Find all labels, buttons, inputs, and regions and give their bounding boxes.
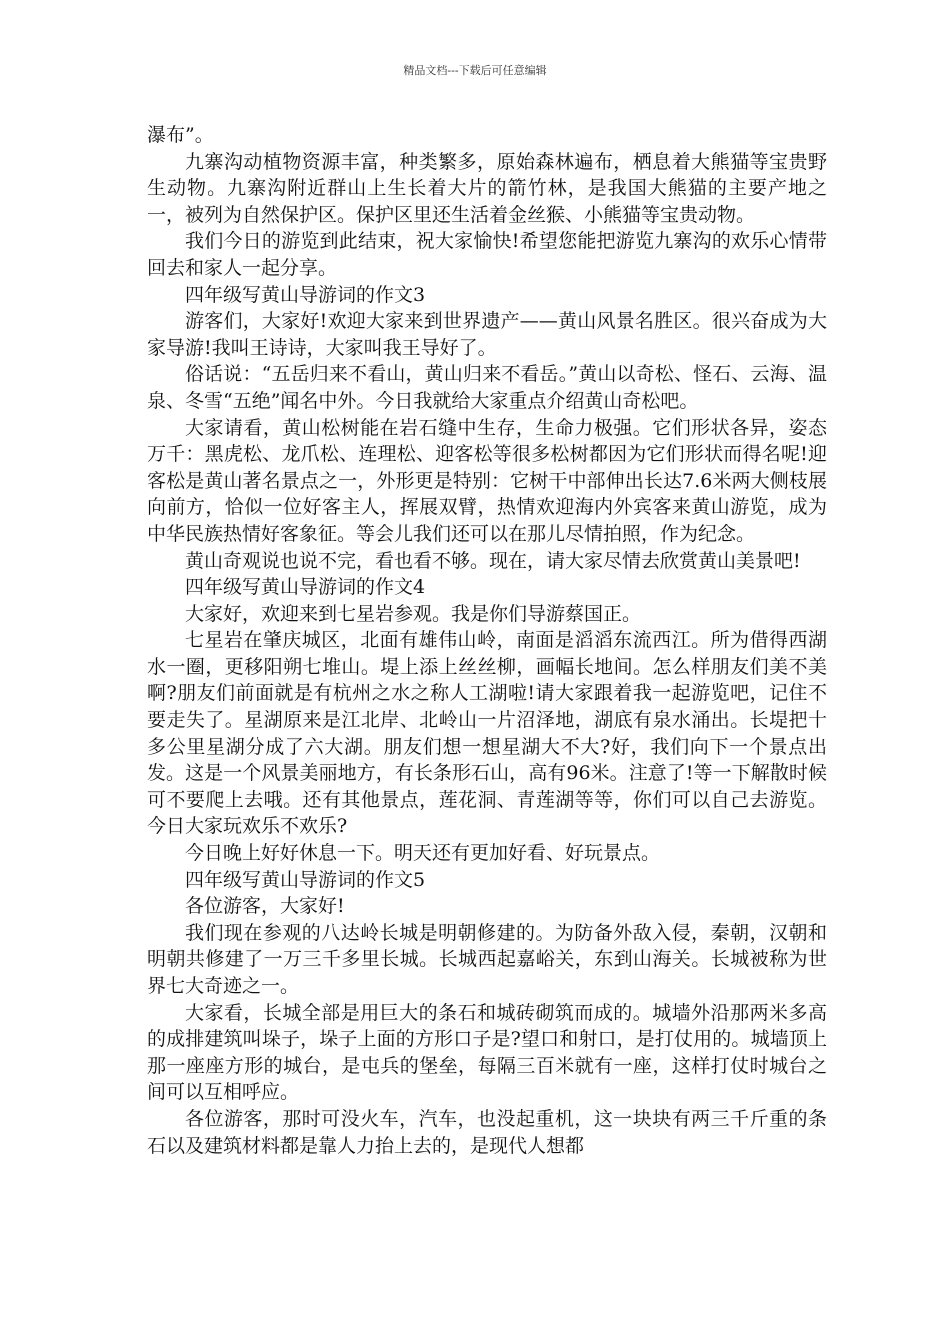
- paragraph: 各位游客，大家好!: [185, 895, 345, 918]
- paragraph: 今日晚上好好休息一下。明天还有更加好看、好玩景点。: [185, 842, 661, 865]
- paragraph: 大家请看，黄山松树能在岩石缝中生存，生命力极强。它们形状各异，姿态万千：黑虎松、龙爪松、连理松、迎客松等很多松树都因为它们形状而得名呢!迎客松是黄山著名景点之一，外形更是特别：它树干中部伸出长达7.6米两大侧枝展向前方，恰似一位好客主人，挥展双臂，热情欢迎海内外宾客来黄山游览，成为中华民族热情好客象征。等会儿我们还可以在那儿尽情拍照，作为纪念。: [147, 416, 827, 545]
- paragraph: 大家看，长城全部是用巨大的条石和城砖砌筑而成的。城墙外沿那两米多高的成排建筑叫垛子，垛子上面的方形口子是?望口和射口，是打仗用的。城墙顶上那一座座方形的城台，是屯兵的堡垒，每隔三百米就有一座，这样打仗时城台之间可以互相呼应。: [147, 1001, 827, 1104]
- paragraph: 各位游客，那时可没火车，汽车，也没起重机，这一块块有两三千斤重的条石以及建筑材料都是靠人力抬上去的，是现代人想都: [147, 1107, 827, 1157]
- paragraph: 我们现在参观的八达岭长城是明朝修建的。为防备外敌入侵，秦朝，汉朝和明朝共修建了一万三千多里长城。长城西起嘉峪关，东到山海关。长城被称为世界七大奇迹之一。: [147, 921, 827, 997]
- paragraph: 黄山奇观说也说不完，看也看不够。现在，请大家尽情去欣赏黄山美景吧!: [185, 549, 801, 572]
- paragraph: 我们今日的游览到此结束，祝大家愉快!希望您能把游览九寨沟的欢乐心情带回去和家人一起分享。: [147, 230, 827, 279]
- page-header: 精品文档---下载后可任意编辑: [403, 64, 547, 77]
- paragraph: 游客们，大家好!欢迎大家来到世界遗产——黄山风景名胜区。很兴奋成为大家导游!我叫王诗诗，大家叫我王导好了。: [147, 310, 827, 359]
- section-heading: 四年级写黄山导游词的作文4: [185, 576, 426, 599]
- document-body: [147, 122, 827, 1159]
- section-heading: 四年级写黄山导游词的作文5: [185, 868, 426, 891]
- paragraph: 俗话说：“五岳归来不看山，黄山归来不看岳。”黄山以奇松、怪石、云海、温泉、冬雪“五绝”闻名中外。今日我就给大家重点介绍黄山奇松吧。: [147, 363, 827, 412]
- paragraph: 瀑布”。: [147, 124, 214, 146]
- section-heading: 四年级写黄山导游词的作文3: [185, 283, 426, 306]
- paragraph: 七星岩在肇庆城区，北面有雄伟山岭，南面是滔滔东流西江。所为借得西湖水一圈，更移阳朔七堆山。堤上添上丝丝柳，画幅长地间。怎么样朋友们美不美啊?朋友们前面就是有杭州之水之称人工湖啦!请大家跟着我一起游览吧，记住不要走失了。星湖原来是江北岸、北岭山一片沼泽地，湖底有泉水涌出。长堤把十多公里星湖分成了六大湖。朋友们想一想星湖大不大?好，我们向下一个景点出发。这是一个风景美丽地方，有长条形石山，高有96米。注意了!等一下解散时候可不要爬上去哦。还有其他景点，莲花洞、青莲湖等等，你们可以自己去游览。今日大家玩欢乐不欢乐?: [147, 629, 827, 838]
- paragraph: 九寨沟动植物资源丰富，种类繁多，原始森林遍布，栖息着大熊猫等宝贵野生动物。九寨沟附近群山上生长着大片的箭竹林，是我国大熊猫的主要产地之一，被列为自然保护区。保护区里还生活着金丝猴、小熊猫等宝贵动物。: [147, 150, 827, 226]
- paragraph: 大家好，欢迎来到七星岩参观。我是你们导游蔡国正。: [185, 602, 642, 625]
